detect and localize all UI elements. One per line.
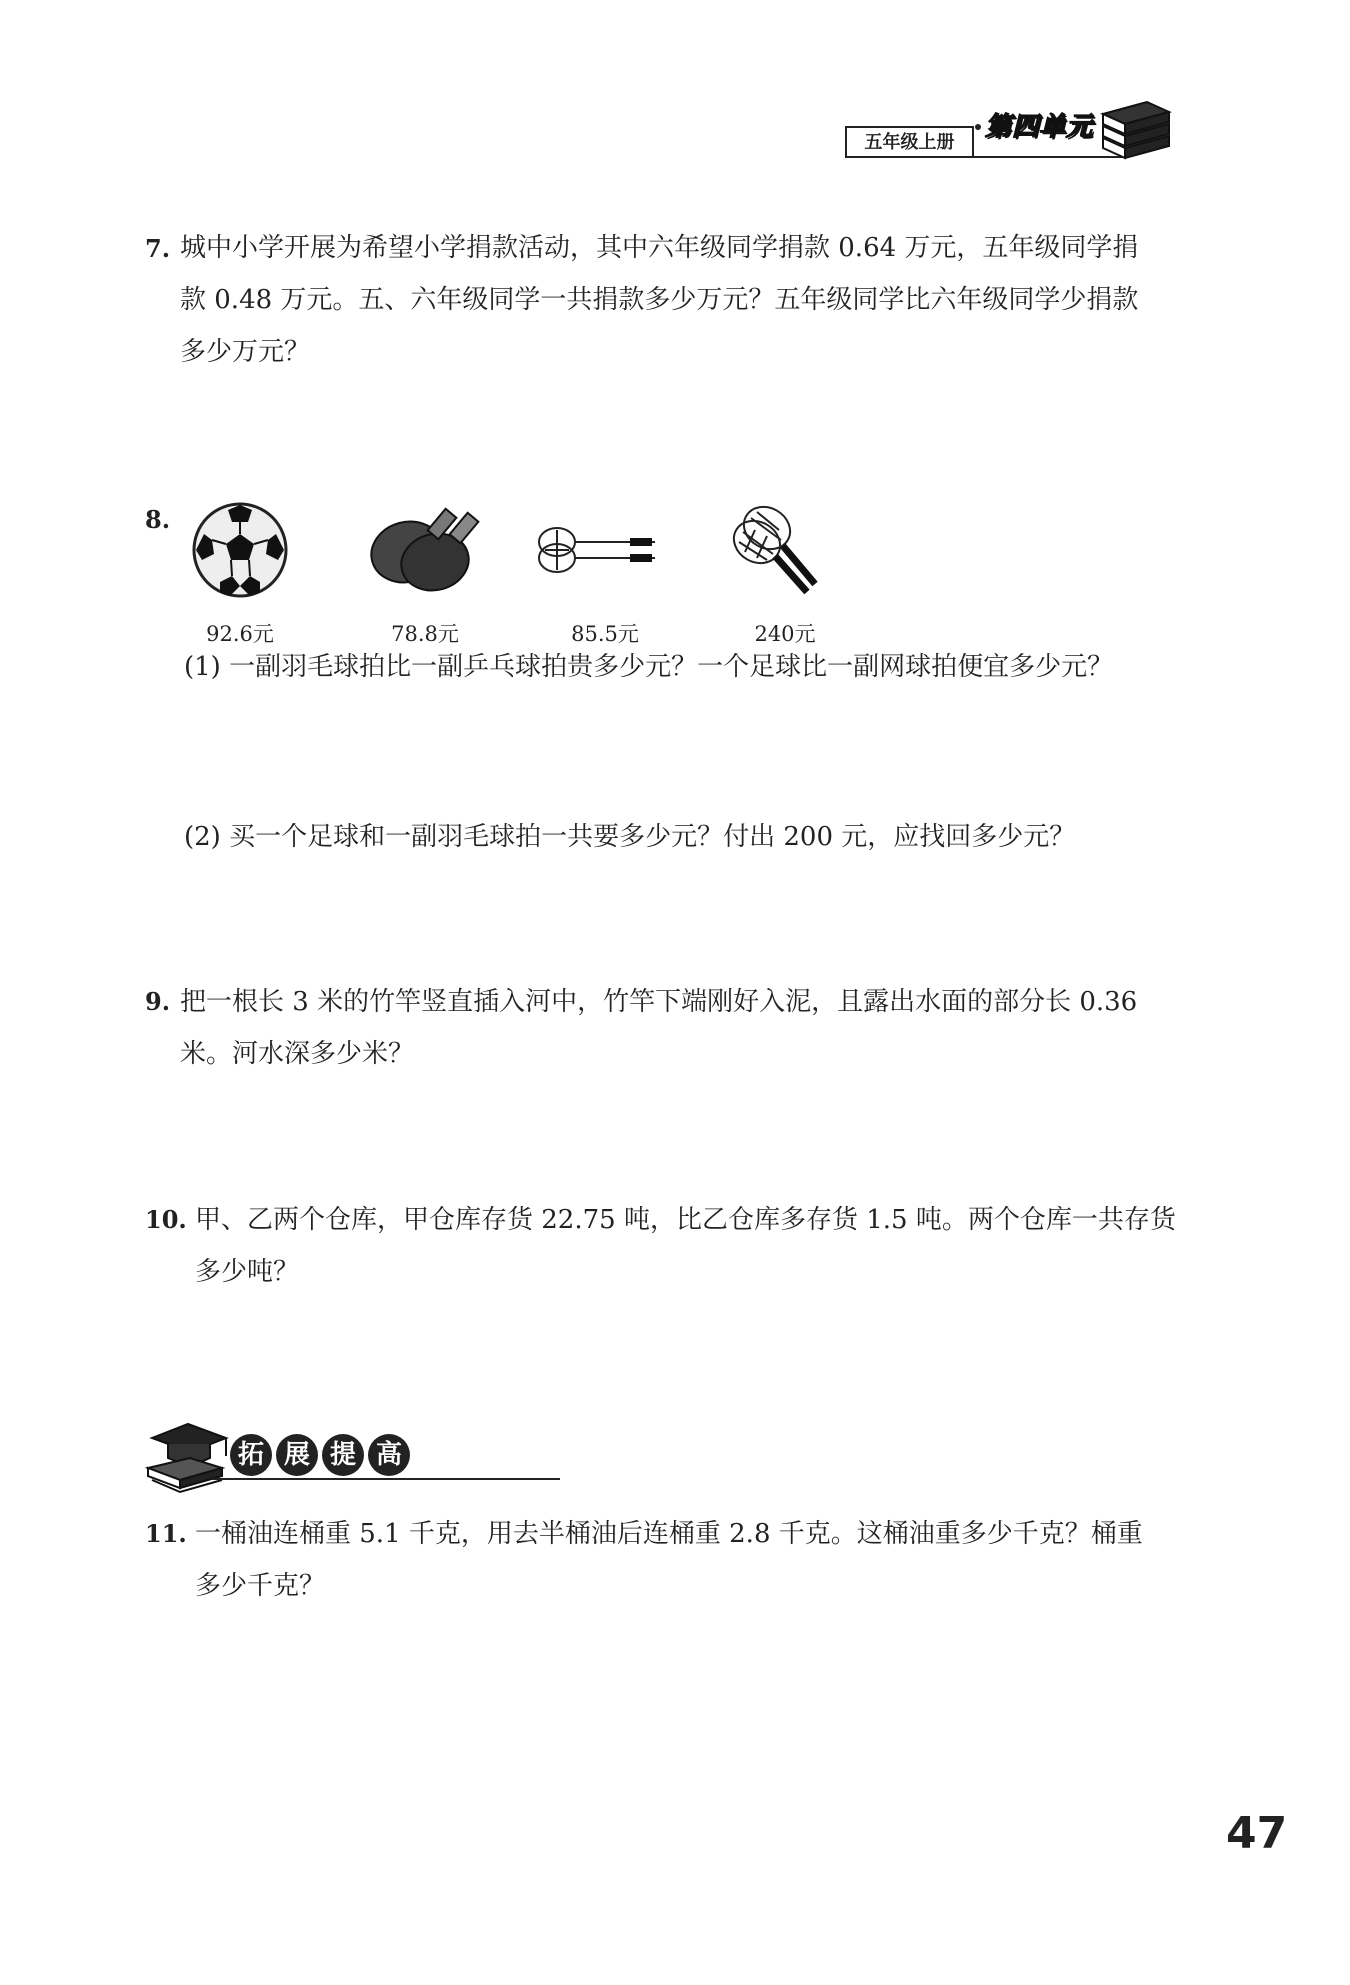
question-number: 8. xyxy=(145,505,171,534)
question-line: 城中小学开展为希望小学捐款活动，其中六年级同学捐款 0.64 万元，五年级同学捐 xyxy=(180,233,1139,263)
question-line: 多少千克？ xyxy=(195,1571,326,1601)
item-price: 92.6元 xyxy=(206,622,274,646)
badminton-rackets-icon xyxy=(535,500,665,600)
question-number: 7. xyxy=(145,234,171,263)
header-rule xyxy=(845,156,1125,158)
item-price: 240元 xyxy=(754,622,816,646)
section-title-char: 提 xyxy=(322,1434,364,1476)
grade-label: 五年级上册 xyxy=(845,126,974,158)
section-title-char: 展 xyxy=(276,1434,318,1476)
unit-title: 第四单元 xyxy=(985,112,1094,142)
question-line: 一桶油连桶重 5.1 千克，用去半桶油后连桶重 2.8 千克。这桶油重多少千克？桶重 xyxy=(195,1519,1143,1549)
question-line: 多少吨？ xyxy=(195,1257,300,1287)
soccer-ball-icon xyxy=(190,500,290,600)
item-soccer-ball xyxy=(170,500,310,650)
question-line: 米。河水深多少米？ xyxy=(180,1039,415,1069)
question-line: 多少万元？ xyxy=(180,337,311,367)
question-7 xyxy=(145,222,1185,378)
ping-pong-paddles-icon xyxy=(365,500,485,600)
section-title-char: 拓 xyxy=(230,1434,272,1476)
question-11 xyxy=(145,1508,1185,1612)
item-tennis-rackets xyxy=(715,500,855,650)
question-line: 款 0.48 万元。五、六年级同学一共捐款多少万元？五年级同学比六年级同学少捐款 xyxy=(180,285,1139,315)
question-number: 10. xyxy=(145,1205,187,1234)
item-ping-pong-paddles xyxy=(355,500,495,650)
page-number: 47 xyxy=(1226,1808,1288,1859)
question-number: 11. xyxy=(145,1519,187,1548)
question-8-part-2: (2) 买一个足球和一副羽毛球拍一共要多少元？付出 200 元，应找回多少元？ xyxy=(184,822,1076,852)
header-dot xyxy=(975,124,981,130)
section-title-char: 高 xyxy=(368,1434,410,1476)
section-title xyxy=(230,1434,410,1476)
question-number: 9. xyxy=(145,987,171,1016)
question-9 xyxy=(145,976,1185,1080)
tennis-rackets-icon xyxy=(715,500,845,600)
question-line: 甲、乙两个仓库，甲仓库存货 22.75 吨，比乙仓库多存货 1.5 吨。两个仓库一共存货 xyxy=(195,1205,1176,1235)
item-price: 85.5元 xyxy=(571,622,639,646)
question-line: 把一根长 3 米的竹竿竖直插入河中，竹竿下端刚好入泥，且露出水面的部分长 0.36 xyxy=(180,987,1138,1017)
books-stack-icon xyxy=(1095,94,1175,164)
question-8-part-1: (1) 一副羽毛球拍比一副乒乓球拍贵多少元？一个足球比一副网球拍便宜多少元？ xyxy=(184,652,1114,682)
page-header xyxy=(845,92,1175,172)
question-10 xyxy=(145,1194,1185,1298)
item-badminton-rackets xyxy=(535,500,675,650)
item-price: 78.8元 xyxy=(391,622,459,646)
